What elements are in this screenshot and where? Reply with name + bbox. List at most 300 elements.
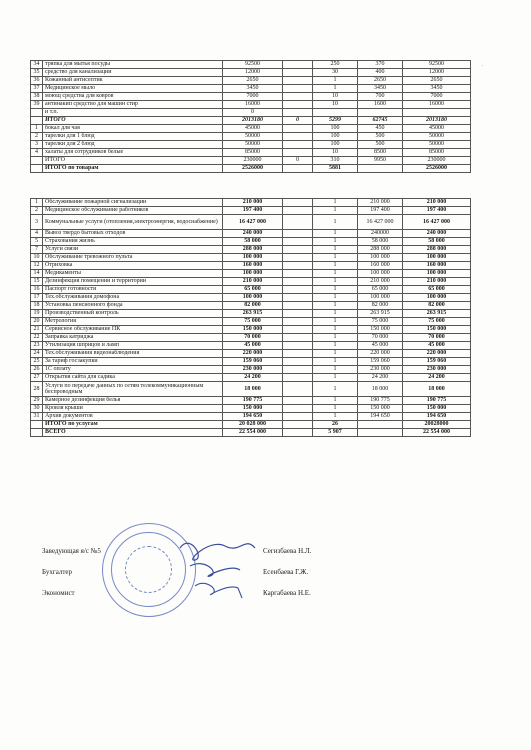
table-row <box>31 109 471 117</box>
cell-amount: 240 000 <box>223 230 283 238</box>
cell-qty: 1 <box>313 326 358 334</box>
cell-extra <box>283 382 313 397</box>
table-row <box>31 302 471 310</box>
cell-price: 62745 <box>358 117 403 125</box>
cell-name: Отриховка <box>43 262 223 270</box>
cell-amount: 22 554 000 <box>223 429 283 437</box>
cell-qty: 1 <box>313 374 358 382</box>
cell-price: 159 060 <box>358 358 403 366</box>
cell-num: 34 <box>31 61 43 69</box>
table-row <box>31 125 471 133</box>
cell-extra <box>283 302 313 310</box>
cell-num: 1 <box>31 199 43 207</box>
cell-qty <box>313 109 358 117</box>
cell-name: Дезинфекция помещении и территории <box>43 278 223 286</box>
cell-extra <box>283 326 313 334</box>
table-row <box>31 270 471 278</box>
role-accountant: Бухгалтер <box>42 568 73 576</box>
cell-num: 26 <box>31 366 43 374</box>
cell-amount: 210 000 <box>223 199 283 207</box>
cell-sum: 65 000 <box>403 286 471 294</box>
cell-num <box>31 157 43 165</box>
cell-sum: 85000 <box>403 149 471 157</box>
cell-extra <box>283 246 313 254</box>
cell-extra <box>283 254 313 262</box>
cell-price: 288 000 <box>358 246 403 254</box>
table-row <box>31 358 471 366</box>
cell-num: 3 <box>31 141 43 149</box>
cell-sum: 70 000 <box>403 334 471 342</box>
cell-price: 370 <box>358 61 403 69</box>
cell-sum: 159 060 <box>403 358 471 366</box>
cell-extra <box>283 294 313 302</box>
table-row <box>31 286 471 294</box>
cell-sum: 100 000 <box>403 254 471 262</box>
cell-extra <box>283 350 313 358</box>
cell-qty: 1 <box>313 207 358 215</box>
cell-name: 1С оплату <box>43 366 223 374</box>
cell-name: Паспорт готовности <box>43 286 223 294</box>
cell-num: 15 <box>31 278 43 286</box>
cell-num <box>31 429 43 437</box>
cell-num: 30 <box>31 405 43 413</box>
cell-amount: 82 000 <box>223 302 283 310</box>
cell-sum: 263 915 <box>403 310 471 318</box>
cell-amount: 263 915 <box>223 310 283 318</box>
table-row <box>31 93 471 101</box>
cell-sum: 2526000 <box>403 165 471 173</box>
cell-sum: 194 650 <box>403 413 471 421</box>
cell-name: Метрология <box>43 318 223 326</box>
cell-name: моющ средства для ковров <box>43 93 223 101</box>
table-row <box>31 310 471 318</box>
cell-name: Заправка катриджа <box>43 334 223 342</box>
table-row <box>31 342 471 350</box>
cell-amount: 190 775 <box>223 397 283 405</box>
cell-extra <box>283 405 313 413</box>
cell-num: 22 <box>31 334 43 342</box>
cell-num: 37 <box>31 85 43 93</box>
cell-sum: 45 000 <box>403 342 471 350</box>
cell-name: Установка пенсионного фонда <box>43 302 223 310</box>
cell-amount: 100 000 <box>223 254 283 262</box>
cell-qty: 1 <box>313 302 358 310</box>
cell-name: Тех.обслуживания домофона <box>43 294 223 302</box>
cell-extra <box>283 358 313 366</box>
cell-extra <box>283 85 313 93</box>
cell-extra <box>283 310 313 318</box>
cell-qty: 1 <box>313 85 358 93</box>
cell-qty: 100 <box>313 133 358 141</box>
cell-name: халаты для сотрудников белые <box>43 149 223 157</box>
cell-sum: 100 000 <box>403 294 471 302</box>
cell-name: Медикаменты <box>43 270 223 278</box>
cell-amount: 194 650 <box>223 413 283 421</box>
cell-num: 21 <box>31 326 43 334</box>
cell-price: 150 000 <box>358 326 403 334</box>
cell-price: 100 000 <box>358 294 403 302</box>
table-row <box>31 199 471 207</box>
cell-name: Производственный контроль <box>43 310 223 318</box>
table-row <box>31 326 471 334</box>
cell-price: 82 000 <box>358 302 403 310</box>
cell-price: 18 000 <box>358 382 403 397</box>
cell-qty: 100 <box>313 141 358 149</box>
table-row <box>31 230 471 238</box>
cell-num: 36 <box>31 77 43 85</box>
cell-amount: 45000 <box>223 125 283 133</box>
total-row <box>31 157 471 165</box>
cell-qty: 250 <box>313 61 358 69</box>
cell-num: 12 <box>31 262 43 270</box>
cell-num: 25 <box>31 358 43 366</box>
cell-qty: 1 <box>313 405 358 413</box>
cell-qty: 1 <box>313 262 358 270</box>
cell-qty: 1 <box>313 310 358 318</box>
cell-sum: 92500 <box>403 61 471 69</box>
table-row <box>31 318 471 326</box>
cell-qty: 1 <box>313 358 358 366</box>
cell-name: Открытия сайта для садика <box>43 374 223 382</box>
total-row <box>31 429 471 437</box>
cell-qty: 1 <box>313 350 358 358</box>
cell-amount: 85000 <box>223 149 283 157</box>
cell-extra <box>283 125 313 133</box>
cell-qty: 1 <box>313 294 358 302</box>
cell-name: и т.п. <box>43 109 223 117</box>
cell-name: тряпка для мытья посуды <box>43 61 223 69</box>
cell-extra <box>283 215 313 230</box>
cell-name: Медицинское обслуживание работников <box>43 207 223 215</box>
cell-name: Медицинское мыло <box>43 85 223 93</box>
cell-extra <box>283 286 313 294</box>
table-row <box>31 101 471 109</box>
cell-num: 18 <box>31 302 43 310</box>
cell-extra <box>283 69 313 77</box>
cell-qty: 1 <box>313 230 358 238</box>
cell-qty: 1 <box>313 238 358 246</box>
cell-sum: 190 775 <box>403 397 471 405</box>
cell-amount: 0 <box>223 109 283 117</box>
cell-price: 8500 <box>358 149 403 157</box>
cell-num: 19 <box>31 310 43 318</box>
name-economist: Каргабаева Н.Е. <box>263 589 311 597</box>
table-row <box>31 374 471 382</box>
cell-qty: 1 <box>313 77 358 85</box>
cell-sum: 220 000 <box>403 350 471 358</box>
cell-price: 700 <box>358 93 403 101</box>
cell-extra <box>283 262 313 270</box>
cell-extra <box>283 199 313 207</box>
cell-amount: 58 000 <box>223 238 283 246</box>
cell-sum: 24 200 <box>403 374 471 382</box>
cell-sum: 2013180 <box>403 117 471 125</box>
cell-qty: 1 <box>313 397 358 405</box>
cell-amount: 2013180 <box>223 117 283 125</box>
table-row <box>31 405 471 413</box>
cell-num: 4 <box>31 149 43 157</box>
cell-extra <box>283 93 313 101</box>
cell-amount: 75 000 <box>223 318 283 326</box>
cell-sum: 288 000 <box>403 246 471 254</box>
cell-price: 400 <box>358 69 403 77</box>
cell-qty: 1 <box>313 254 358 262</box>
table-row <box>31 334 471 342</box>
cell-qty: 1 <box>313 334 358 342</box>
cell-extra <box>283 77 313 85</box>
cell-extra: 0 <box>283 117 313 125</box>
cell-name: средство для канализации <box>43 69 223 77</box>
cell-price: 450 <box>358 125 403 133</box>
cell-price <box>358 421 403 429</box>
cell-qty: 1 <box>313 413 358 421</box>
cell-name: Кожанный антисептик <box>43 77 223 85</box>
cell-extra <box>283 366 313 374</box>
cell-extra <box>283 413 313 421</box>
cell-extra: 0 <box>283 157 313 165</box>
cell-extra <box>283 109 313 117</box>
cell-num: 17 <box>31 294 43 302</box>
cell-qty: 30 <box>313 69 358 77</box>
cell-amount: 16000 <box>223 101 283 109</box>
cell-extra <box>283 270 313 278</box>
cell-num <box>31 421 43 429</box>
total-row <box>31 117 471 125</box>
cell-price: 1600 <box>358 101 403 109</box>
cell-sum: 240 000 <box>403 230 471 238</box>
cell-num: 27 <box>31 374 43 382</box>
table-row <box>31 141 471 149</box>
cell-amount: 18 000 <box>223 382 283 397</box>
cell-name: Услуги связи <box>43 246 223 254</box>
margin-mark: . <box>482 62 484 68</box>
cell-qty: 1 <box>313 199 358 207</box>
cell-price: 500 <box>358 133 403 141</box>
cell-num <box>31 165 43 173</box>
cell-num: 23 <box>31 342 43 350</box>
cell-name: Услуги по передаче данных по сетям телекоммуникационным беспроводным <box>43 382 223 397</box>
cell-name: Вывоз твердо бытовых отходов <box>43 230 223 238</box>
cell-sum: 150 000 <box>403 326 471 334</box>
cell-num: 39 <box>31 101 43 109</box>
cell-name: ИТОГО <box>43 157 223 165</box>
cell-price: 220 000 <box>358 350 403 358</box>
cell-num: 29 <box>31 397 43 405</box>
cell-price: 75 000 <box>358 318 403 326</box>
cell-extra <box>283 421 313 429</box>
cell-extra <box>283 207 313 215</box>
cell-name: Тех.обслуживания видеонаблюдения <box>43 350 223 358</box>
cell-amount: 288 000 <box>223 246 283 254</box>
cell-sum: 22 554 000 <box>403 429 471 437</box>
table-row <box>31 215 471 230</box>
cell-sum: 50000 <box>403 141 471 149</box>
cell-num: 14 <box>31 270 43 278</box>
cell-price: 263 915 <box>358 310 403 318</box>
cell-qty: 10 <box>313 101 358 109</box>
cell-amount: 100 000 <box>223 294 283 302</box>
cell-extra <box>283 238 313 246</box>
cell-price: 190 775 <box>358 397 403 405</box>
cell-sum: 230 000 <box>403 366 471 374</box>
cell-num: 20 <box>31 318 43 326</box>
cell-num: 35 <box>31 69 43 77</box>
cell-sum: 16 427 000 <box>403 215 471 230</box>
cell-extra <box>283 334 313 342</box>
cell-name: За тариф госзакупки <box>43 358 223 366</box>
cell-qty: 5 907 <box>313 429 358 437</box>
cell-qty: 1 <box>313 215 358 230</box>
cell-price: 210 000 <box>358 278 403 286</box>
role-economist: Экономист <box>42 589 75 597</box>
cell-qty: 10 <box>313 149 358 157</box>
cell-num: 24 <box>31 350 43 358</box>
cell-name: Утилизация шприцов и ламп <box>43 342 223 350</box>
cell-price: 100 000 <box>358 270 403 278</box>
cell-extra <box>283 318 313 326</box>
cell-amount: 197 400 <box>223 207 283 215</box>
cell-name: Архив документов <box>43 413 223 421</box>
cell-qty: 1 <box>313 366 358 374</box>
table-row <box>31 294 471 302</box>
cell-extra <box>283 141 313 149</box>
table-row <box>31 149 471 157</box>
cell-name: ИТОГО по услугам <box>43 421 223 429</box>
cell-sum: 210 000 <box>403 199 471 207</box>
services-table <box>30 198 471 437</box>
cell-price: 210 000 <box>358 199 403 207</box>
cell-sum: 16000 <box>403 101 471 109</box>
cell-sum: 7000 <box>403 93 471 101</box>
cell-qty: 1 <box>313 278 358 286</box>
cell-amount: 65 000 <box>223 286 283 294</box>
cell-amount: 150 000 <box>223 405 283 413</box>
cell-sum: 2650 <box>403 77 471 85</box>
table-row <box>31 207 471 215</box>
cell-name: Коммунальные услуги (отопления,электроэнергия, водоснабжение) <box>43 215 223 230</box>
handwritten-signatures <box>150 528 260 618</box>
cell-sum <box>403 109 471 117</box>
cell-num: 7 <box>31 246 43 254</box>
cell-qty: 26 <box>313 421 358 429</box>
cell-price: 230 000 <box>358 366 403 374</box>
cell-extra <box>283 61 313 69</box>
cell-sum: 230000 <box>403 157 471 165</box>
table-row <box>31 366 471 374</box>
cell-amount: 210 000 <box>223 278 283 286</box>
cell-sum: 50000 <box>403 133 471 141</box>
cell-num: 2 <box>31 207 43 215</box>
cell-price: 160 000 <box>358 262 403 270</box>
cell-price: 3450 <box>358 85 403 93</box>
cell-price: 24 200 <box>358 374 403 382</box>
cell-name: ИТОГО по товарам <box>43 165 223 173</box>
cell-sum: 150 000 <box>403 405 471 413</box>
cell-num: 16 <box>31 286 43 294</box>
cell-extra <box>283 397 313 405</box>
cell-sum: 160 000 <box>403 262 471 270</box>
cell-sum: 75 000 <box>403 318 471 326</box>
cell-sum: 45000 <box>403 125 471 133</box>
total-row <box>31 421 471 429</box>
cell-qty: 5881 <box>313 165 358 173</box>
cell-amount: 2650 <box>223 77 283 85</box>
name-head: Сегизбаева Н.Л. <box>263 547 312 555</box>
cell-num: 10 <box>31 254 43 262</box>
cell-price: 2650 <box>358 77 403 85</box>
cell-price: 9950 <box>358 157 403 165</box>
cell-extra <box>283 133 313 141</box>
cell-sum: 3450 <box>403 85 471 93</box>
cell-extra <box>283 149 313 157</box>
cell-price <box>358 429 403 437</box>
cell-name: Обслуживание тревожного пульта <box>43 254 223 262</box>
cell-amount: 20 028 000 <box>223 421 283 429</box>
cell-amount: 100 000 <box>223 270 283 278</box>
table-row <box>31 246 471 254</box>
cell-amount: 50000 <box>223 141 283 149</box>
cell-price <box>358 165 403 173</box>
cell-name: Кровля крыши <box>43 405 223 413</box>
cell-amount: 50000 <box>223 133 283 141</box>
cell-amount: 45 000 <box>223 342 283 350</box>
table-row <box>31 382 471 397</box>
cell-amount: 24 200 <box>223 374 283 382</box>
cell-qty: 10 <box>313 93 358 101</box>
cell-num: 4 <box>31 230 43 238</box>
cell-name: антинакип средство для машин стир <box>43 101 223 109</box>
role-head: Заведующая я/с №5 <box>42 547 101 555</box>
cell-price: 58 000 <box>358 238 403 246</box>
cell-price: 70 000 <box>358 334 403 342</box>
table-row <box>31 133 471 141</box>
cell-num: 31 <box>31 413 43 421</box>
cell-amount: 2526000 <box>223 165 283 173</box>
cell-qty: 310 <box>313 157 358 165</box>
cell-sum: 58 000 <box>403 238 471 246</box>
cell-price: 240000 <box>358 230 403 238</box>
cell-sum: 20028000 <box>403 421 471 429</box>
table-row <box>31 85 471 93</box>
cell-name: Обслуживание пожарной сигнализации <box>43 199 223 207</box>
cell-name: тарелки для 1 блюд <box>43 133 223 141</box>
cell-sum: 100 000 <box>403 270 471 278</box>
cell-qty: 1 <box>313 270 358 278</box>
table-row <box>31 350 471 358</box>
cell-amount: 70 000 <box>223 334 283 342</box>
cell-price: 45 000 <box>358 342 403 350</box>
cell-qty: 1 <box>313 342 358 350</box>
cell-amount: 16 427 000 <box>223 215 283 230</box>
cell-num <box>31 109 43 117</box>
cell-amount: 230 000 <box>223 366 283 374</box>
cell-extra <box>283 278 313 286</box>
cell-num: 28 <box>31 382 43 397</box>
cell-qty: 1 <box>313 286 358 294</box>
cell-qty: 100 <box>313 125 358 133</box>
cell-amount: 160 000 <box>223 262 283 270</box>
table-row <box>31 77 471 85</box>
cell-num <box>31 117 43 125</box>
cell-extra <box>283 374 313 382</box>
table-row <box>31 278 471 286</box>
table-row <box>31 397 471 405</box>
cell-qty: 5299 <box>313 117 358 125</box>
table-row <box>31 69 471 77</box>
cell-qty: 1 <box>313 318 358 326</box>
cell-amount: 3450 <box>223 85 283 93</box>
cell-name: Камерное дезинфекция белья <box>43 397 223 405</box>
